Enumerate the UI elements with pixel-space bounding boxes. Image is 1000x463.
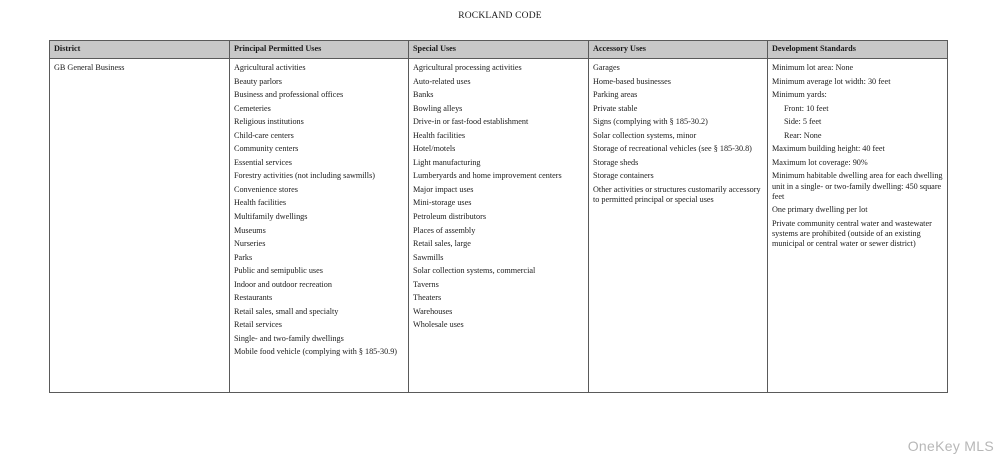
- accessory-use-item: Home-based businesses: [593, 76, 671, 86]
- document-title: ROCKLAND CODE: [458, 11, 542, 21]
- accessory-use-list: [593, 63, 763, 205]
- principal-use-item: Retail services: [234, 320, 282, 330]
- accessory-uses-cell: [589, 59, 768, 393]
- header-development-standards: Development Standards: [768, 41, 948, 59]
- development-standard-item: One primary dwelling per lot: [772, 205, 868, 215]
- development-standard-item: Maximum lot coverage: 90%: [772, 157, 868, 167]
- special-use-item: Auto-related uses: [413, 76, 471, 86]
- accessory-use-item: Parking areas: [593, 90, 638, 100]
- watermark-text: OneKey MLS: [907, 438, 994, 454]
- development-standard-item: Side: 5 feet: [784, 117, 822, 127]
- header-accessory-uses: Accessory Uses: [589, 41, 768, 59]
- principal-use-item: Multifamily dwellings: [234, 212, 308, 222]
- development-standard-item: Private community central water and wastewater systems are prohibited (outside of an existing municipal or central water or sewer district): [772, 218, 932, 249]
- special-use-item: Retail sales, large: [413, 239, 471, 249]
- principal-use-item: Parks: [234, 252, 253, 262]
- principal-use-item: Museums: [234, 225, 266, 235]
- accessory-use-item: Signs (complying with § 185-30.2): [593, 117, 708, 127]
- special-use-item: Lumberyards and home improvement centers: [413, 171, 562, 181]
- development-standards-cell: [768, 59, 948, 393]
- district-name: GB General Business: [54, 63, 125, 72]
- principal-use-item: Health facilities: [234, 198, 287, 208]
- accessory-use-item: Solar collection systems, minor: [593, 130, 697, 140]
- table-header-row: [50, 41, 948, 59]
- principal-use-item: Restaurants: [234, 293, 273, 303]
- special-use-item: Mini-storage uses: [413, 198, 472, 208]
- header-special-uses: Special Uses: [409, 41, 589, 59]
- principal-use-item: Cemeteries: [234, 103, 271, 113]
- special-use-item: Theaters: [413, 293, 442, 303]
- principal-permitted-uses-cell: [230, 59, 409, 393]
- development-standard-item: Maximum building height: 40 feet: [772, 144, 885, 154]
- special-use-item: Sawmills: [413, 252, 444, 262]
- principal-use-item: Retail sales, small and specialty: [234, 306, 339, 316]
- accessory-use-item: Storage sheds: [593, 157, 639, 167]
- table-row: [50, 59, 948, 393]
- principal-use-item: Agricultural activities: [234, 63, 306, 72]
- development-standard-item: Minimum habitable dwelling area for each dwelling unit in a single- or two-family dwelling: 450 square feet: [772, 171, 943, 201]
- principal-use-item: Community centers: [234, 144, 299, 154]
- principal-use-item: Convenience stores: [234, 184, 298, 194]
- special-use-item: Major impact uses: [413, 184, 474, 194]
- special-use-item: Hotel/motels: [413, 144, 456, 154]
- special-use-item: Solar collection systems, commercial: [413, 266, 536, 276]
- development-standard-item: Minimum yards:: [772, 90, 827, 100]
- development-standard-item: Minimum lot area: None: [772, 63, 854, 72]
- special-use-item: Warehouses: [413, 306, 453, 316]
- principal-use-item: Forestry activities (not including sawmills): [234, 171, 375, 181]
- development-standard-item: Minimum average lot width: 30 feet: [772, 76, 891, 86]
- header-principal-permitted-uses: Principal Permitted Uses: [230, 41, 409, 59]
- accessory-use-item: Other activities or structures customarily accessory to permitted principal or special uses: [593, 184, 761, 205]
- zoning-table: [49, 40, 948, 393]
- principal-use-item: Indoor and outdoor recreation: [234, 279, 332, 289]
- principal-use-item: Essential services: [234, 157, 292, 167]
- district-cell: [50, 59, 230, 393]
- special-use-item: Banks: [413, 90, 434, 100]
- header-district: District: [50, 41, 230, 59]
- development-standard-item: Rear: None: [784, 130, 822, 140]
- accessory-use-item: Garages: [593, 63, 620, 72]
- accessory-use-item: Private stable: [593, 103, 638, 113]
- special-use-item: Petroleum distributors: [413, 212, 486, 222]
- principal-use-item: Mobile food vehicle (complying with § 185-30.9): [234, 347, 398, 357]
- special-use-item: Bowling alleys: [413, 103, 463, 113]
- principal-use-item: Beauty parlors: [234, 76, 282, 86]
- principal-use-item: Child-care centers: [234, 130, 294, 140]
- principal-use-list: [234, 63, 404, 358]
- development-standard-item: Front: 10 feet: [784, 103, 829, 113]
- special-use-item: Places of assembly: [413, 225, 476, 235]
- principal-use-item: Nurseries: [234, 239, 266, 249]
- principal-use-item: Business and professional offices: [234, 90, 344, 100]
- principal-use-item: Public and semipublic uses: [234, 266, 323, 276]
- special-use-item: Taverns: [413, 279, 439, 289]
- special-use-item: Health facilities: [413, 130, 466, 140]
- development-standard-list: [772, 63, 943, 250]
- accessory-use-item: Storage of recreational vehicles (see § 185-30.8): [593, 144, 752, 154]
- special-use-item: Agricultural processing activities: [413, 63, 522, 72]
- principal-use-item: Single- and two-family dwellings: [234, 333, 344, 343]
- accessory-use-item: Storage containers: [593, 171, 654, 181]
- special-use-item: Light manufacturing: [413, 157, 481, 167]
- special-use-item: Wholesale uses: [413, 320, 464, 330]
- principal-use-item: Religious institutions: [234, 117, 304, 127]
- special-use-list: [413, 63, 584, 331]
- special-uses-cell: [409, 59, 589, 393]
- special-use-item: Drive-in or fast-food establishment: [413, 117, 529, 127]
